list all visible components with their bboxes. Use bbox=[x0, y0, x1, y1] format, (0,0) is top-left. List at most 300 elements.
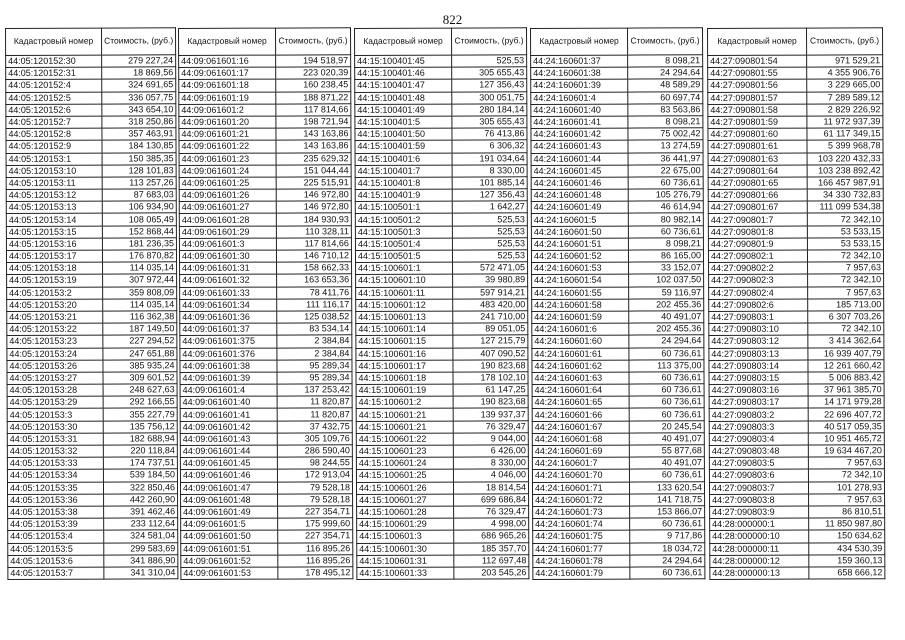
cost-cell: 305 109,76 bbox=[277, 433, 352, 446]
cadastral-number-cell: 44:09:061601:42 bbox=[180, 421, 277, 434]
cadastral-number-cell: 44:15:100601:27 bbox=[357, 494, 454, 507]
table-row bbox=[7, 274, 177, 287]
cadastral-number-cell: 44:15:100601:24 bbox=[356, 457, 453, 470]
cost-cell: 9 717,86 bbox=[630, 530, 705, 543]
cost-cell: 178 102,10 bbox=[453, 372, 528, 385]
cost-cell: 60 736,61 bbox=[630, 518, 705, 531]
cost-cell: 385 935,24 bbox=[103, 359, 177, 372]
cost-cell: 248 627,63 bbox=[103, 384, 177, 397]
cost-cell: 78 411,76 bbox=[277, 286, 352, 299]
cost-cell: 60 736,61 bbox=[628, 225, 703, 238]
cost-cell: 176 870,82 bbox=[102, 250, 176, 263]
cadastral-number-cell: 44:27:090803:15 bbox=[709, 372, 808, 385]
cost-cell: 7 957,63 bbox=[809, 493, 885, 506]
table-row bbox=[532, 286, 704, 299]
cost-cell: 150 385,35 bbox=[102, 152, 176, 165]
table-row bbox=[7, 359, 177, 372]
cost-cell: 286 590,40 bbox=[277, 445, 352, 458]
table-row bbox=[532, 469, 704, 482]
table-row bbox=[708, 238, 883, 251]
cadastral-number-cell: 44:24:160601:42 bbox=[531, 128, 628, 141]
header-cost: Стоимость, (руб.) bbox=[276, 28, 351, 55]
cost-cell: 525,53 bbox=[452, 238, 527, 251]
table-row bbox=[181, 493, 353, 506]
cadastral-number-cell: 44:15:100601:28 bbox=[357, 506, 454, 519]
cost-cell: 19 634 467,20 bbox=[808, 445, 884, 458]
cadastral-number-cell: 44:09:061601:376 bbox=[180, 348, 277, 361]
table-row bbox=[710, 506, 885, 519]
table-row bbox=[357, 567, 529, 580]
cadastral-number-cell: 44:05:120152:7 bbox=[6, 116, 102, 129]
cadastral-number-cell: 44:05:120152:31 bbox=[6, 67, 102, 80]
cost-cell: 203 545,26 bbox=[454, 567, 529, 580]
table-row bbox=[709, 274, 884, 287]
table-row bbox=[708, 177, 883, 190]
table-row bbox=[7, 433, 177, 446]
table-row bbox=[180, 445, 352, 458]
cost-cell: 53 533,15 bbox=[807, 225, 883, 238]
table-row bbox=[531, 250, 703, 263]
cost-cell: 135 756,12 bbox=[103, 420, 177, 433]
cost-cell: 103 238 892,42 bbox=[807, 164, 883, 177]
cadastral-number-cell: 44:15:100601:25 bbox=[356, 469, 453, 482]
table-row bbox=[6, 177, 176, 190]
table-row bbox=[532, 262, 704, 275]
table-row bbox=[355, 250, 527, 263]
cost-cell: 223 020,39 bbox=[276, 67, 351, 80]
table-row bbox=[709, 359, 884, 372]
table-row bbox=[709, 347, 884, 360]
table-row bbox=[180, 433, 352, 446]
cost-cell: 686 965,26 bbox=[454, 530, 529, 543]
cadastral-number-cell: 44:27:090802:4 bbox=[709, 287, 808, 300]
cadastral-number-cell: 44:24:160601:50 bbox=[531, 226, 628, 239]
cost-cell: 40 491,07 bbox=[629, 433, 704, 446]
cost-cell: 150 634,62 bbox=[809, 530, 885, 543]
cost-cell: 292 166,55 bbox=[103, 396, 177, 409]
cadastral-table-1 bbox=[5, 27, 178, 580]
cadastral-number-cell: 44:27:090801:7 bbox=[708, 214, 807, 227]
cost-cell: 59 116,97 bbox=[629, 286, 704, 299]
header-cost: Стоимость, (руб.) bbox=[628, 28, 703, 55]
cadastral-number-cell: 44:24:160601:5 bbox=[531, 214, 628, 227]
cost-cell: 322 850,46 bbox=[103, 481, 177, 494]
cadastral-number-cell: 44:09:061601:4 bbox=[180, 384, 277, 397]
cost-cell: 158 662,33 bbox=[277, 262, 352, 275]
cadastral-number-cell: 44:09:061601:51 bbox=[181, 543, 278, 556]
table-row bbox=[180, 457, 352, 470]
table-row bbox=[356, 469, 528, 482]
cadastral-number-cell: 44:24:160601:45 bbox=[531, 165, 628, 178]
cost-cell: 116 895,26 bbox=[278, 554, 353, 567]
cost-cell: 699 686,84 bbox=[454, 493, 529, 506]
cadastral-number-cell: 44:09:061601:46 bbox=[180, 469, 277, 482]
table-row bbox=[708, 189, 883, 202]
cost-cell: 40 491,07 bbox=[629, 311, 704, 324]
cost-cell: 191 034,64 bbox=[452, 152, 527, 165]
cadastral-number-cell: 44:24:160601:63 bbox=[532, 372, 629, 385]
table-row bbox=[531, 213, 703, 226]
table-row bbox=[179, 116, 351, 129]
cost-cell: 2 384,84 bbox=[277, 347, 352, 360]
table-row bbox=[709, 457, 884, 470]
cost-cell: 190 823,68 bbox=[453, 359, 528, 372]
table-row bbox=[532, 384, 704, 397]
table-row bbox=[356, 274, 528, 287]
cadastral-number-cell: 44:05:120153:31 bbox=[7, 433, 103, 446]
table-row bbox=[531, 79, 703, 92]
table-row bbox=[709, 323, 884, 336]
cadastral-number-cell: 44:05:120153:24 bbox=[7, 348, 103, 361]
cadastral-number-cell: 44:09:061601:18 bbox=[179, 79, 276, 92]
table-row bbox=[6, 79, 176, 92]
table-row bbox=[179, 67, 351, 80]
table-row bbox=[179, 189, 351, 202]
table-row bbox=[179, 128, 351, 141]
table-row bbox=[708, 116, 883, 129]
cost-cell: 5 006 883,42 bbox=[808, 372, 884, 385]
cadastral-number-cell: 44:15:100601:22 bbox=[356, 433, 453, 446]
cost-cell: 125 038,52 bbox=[277, 311, 352, 324]
cadastral-number-cell: 44:27:090801:60 bbox=[708, 128, 807, 141]
cost-cell: 102 037,50 bbox=[629, 274, 704, 287]
cadastral-number-cell: 44:09:061601:21 bbox=[179, 128, 276, 141]
cadastral-tables bbox=[5, 28, 901, 622]
cadastral-number-cell: 44:05:120152:30 bbox=[6, 55, 102, 68]
table-row bbox=[356, 420, 528, 433]
table-row bbox=[531, 140, 703, 153]
header-cost: Стоимость, (руб.) bbox=[452, 28, 527, 55]
table-row bbox=[532, 457, 704, 470]
header-cost: Стоимость, (руб.) bbox=[102, 28, 176, 55]
cost-cell: 182 688,94 bbox=[103, 433, 177, 446]
cost-cell: 153 866,07 bbox=[630, 506, 705, 519]
cost-cell: 24 294,64 bbox=[628, 67, 703, 80]
cost-cell: 152 868,44 bbox=[102, 225, 176, 238]
table-row bbox=[531, 67, 703, 80]
cadastral-number-cell: 44:09:061601:19 bbox=[179, 92, 276, 105]
cost-cell: 86 165,00 bbox=[628, 250, 703, 263]
cost-cell: 539 184,50 bbox=[103, 469, 177, 482]
table-row bbox=[355, 91, 527, 104]
cadastral-number-cell: 44:24:160601:72 bbox=[533, 494, 630, 507]
table-row bbox=[355, 201, 527, 214]
cost-cell: 3 414 362,64 bbox=[808, 335, 884, 348]
cadastral-number-cell: 44:27:090802:3 bbox=[709, 274, 808, 287]
cadastral-number-cell: 44:05:120153:38 bbox=[8, 506, 104, 519]
cost-cell: 72 342,10 bbox=[807, 213, 883, 226]
table-row bbox=[8, 506, 178, 519]
cost-cell: 116 895,26 bbox=[278, 542, 353, 555]
cost-cell: 112 697,48 bbox=[454, 554, 529, 567]
cadastral-number-cell: 44:24:160601:68 bbox=[532, 433, 629, 446]
cadastral-number-cell: 44:05:120153:22 bbox=[7, 323, 103, 336]
table-row bbox=[7, 335, 177, 348]
cost-cell: 60 736,61 bbox=[629, 408, 704, 421]
cadastral-number-cell: 44:15:100601:18 bbox=[356, 372, 453, 385]
table-row bbox=[6, 225, 176, 238]
cadastral-number-cell: 44:09:061601:33 bbox=[180, 287, 277, 300]
cost-cell: 6 426,00 bbox=[453, 445, 528, 458]
page-number: 822 bbox=[442, 12, 463, 27]
cost-cell: 80 982,14 bbox=[628, 213, 703, 226]
table-row bbox=[708, 128, 883, 141]
cost-cell: 241 710,00 bbox=[453, 311, 528, 324]
cadastral-number-cell: 44:27:090801:65 bbox=[708, 177, 807, 190]
table-row bbox=[356, 408, 528, 421]
table-row bbox=[357, 493, 529, 506]
table-row bbox=[6, 67, 176, 80]
cadastral-number-cell: 44:24:160601:71 bbox=[532, 482, 629, 495]
cadastral-number-cell: 44:27:090801:54 bbox=[708, 55, 807, 68]
cadastral-number-cell: 44:27:090802:2 bbox=[709, 262, 808, 275]
cost-cell: 14 171 979,28 bbox=[808, 396, 884, 409]
cost-cell: 40 517 059,35 bbox=[808, 420, 884, 433]
cost-cell: 72 342,10 bbox=[808, 274, 884, 287]
table-row bbox=[357, 530, 529, 543]
cadastral-number-cell: 44:05:120153:28 bbox=[7, 384, 103, 397]
cadastral-number-cell: 44:09:061601:27 bbox=[179, 201, 276, 214]
cadastral-number-cell: 44:15:100601:11 bbox=[356, 287, 453, 300]
table-row bbox=[7, 445, 177, 458]
cost-cell: 101 278,93 bbox=[808, 481, 884, 494]
cadastral-number-cell: 44:05:120153:23 bbox=[7, 335, 103, 348]
cost-cell: 75 002,42 bbox=[628, 128, 703, 141]
cost-cell: 108 065,49 bbox=[102, 213, 176, 226]
table-row bbox=[355, 79, 527, 92]
table-row bbox=[531, 164, 703, 177]
cadastral-number-cell: 44:09:061601:48 bbox=[181, 494, 278, 507]
cost-cell: 184 930,93 bbox=[276, 213, 351, 226]
cost-cell: 525,53 bbox=[452, 225, 527, 238]
table-row bbox=[710, 518, 885, 531]
table-row bbox=[179, 91, 351, 104]
cadastral-number-cell: 44:15:100401:7 bbox=[355, 165, 452, 178]
cost-cell: 128 101,83 bbox=[102, 164, 176, 177]
cost-cell: 137 253,42 bbox=[277, 384, 352, 397]
table-row bbox=[708, 103, 883, 116]
cost-cell: 146 710,12 bbox=[276, 250, 351, 263]
cost-cell: 98 244,55 bbox=[277, 457, 352, 470]
table-row bbox=[181, 554, 353, 567]
cadastral-number-cell: 44:24:160601:53 bbox=[532, 262, 629, 275]
cadastral-number-cell: 44:09:061601:34 bbox=[180, 299, 277, 312]
table-row bbox=[708, 225, 883, 238]
table-row bbox=[179, 225, 351, 238]
cost-cell: 190 823,68 bbox=[453, 396, 528, 409]
cadastral-number-cell: 44:05:120153:12 bbox=[6, 189, 102, 202]
table-row bbox=[7, 408, 177, 421]
table-row bbox=[356, 286, 528, 299]
cadastral-number-cell: 44:24:160601:77 bbox=[533, 543, 630, 556]
cost-cell: 61 147,25 bbox=[453, 384, 528, 397]
cost-cell: 12 261 660,42 bbox=[808, 359, 884, 372]
cadastral-number-cell: 44:27:090803:17 bbox=[709, 396, 808, 409]
cadastral-number-cell: 44:09:061601:3 bbox=[179, 238, 276, 251]
table-row bbox=[7, 481, 177, 494]
cadastral-number-cell: 44:09:061601:50 bbox=[181, 530, 278, 543]
table-row bbox=[179, 213, 351, 226]
table-row bbox=[356, 372, 528, 385]
table-row bbox=[179, 164, 351, 177]
cadastral-number-cell: 44:27:090801:9 bbox=[708, 238, 807, 251]
cost-cell: 9 044,00 bbox=[453, 433, 528, 446]
cadastral-number-cell: 44:05:120153:16 bbox=[6, 238, 102, 251]
cost-cell: 116 362,38 bbox=[103, 311, 177, 324]
cadastral-number-cell: 44:05:120152:5 bbox=[6, 92, 102, 105]
cadastral-number-cell: 44:09:061601:375 bbox=[180, 335, 277, 348]
cadastral-number-cell: 44:15:100601:30 bbox=[357, 543, 454, 556]
cadastral-number-cell: 44:15:100601:16 bbox=[356, 348, 453, 361]
cadastral-number-cell: 44:15:100601:29 bbox=[357, 518, 454, 531]
cadastral-number-cell: 44:24:160601:64 bbox=[532, 384, 629, 397]
cost-cell: 172 913,04 bbox=[277, 469, 352, 482]
cost-cell: 72 342,10 bbox=[807, 250, 883, 263]
table-row bbox=[180, 408, 352, 421]
table-row bbox=[7, 299, 177, 312]
cost-cell: 13 274,59 bbox=[628, 140, 703, 153]
cadastral-number-cell: 44:27:090803:6 bbox=[709, 469, 808, 482]
table-row bbox=[708, 55, 883, 68]
cost-cell: 163 653,36 bbox=[277, 274, 352, 287]
table-row bbox=[709, 420, 884, 433]
cadastral-table-4 bbox=[530, 27, 705, 580]
cadastral-number-cell: 44:09:061601:20 bbox=[179, 116, 276, 129]
cost-cell: 16 939 407,79 bbox=[808, 347, 884, 360]
cadastral-number-cell: 44:28:000000:11 bbox=[710, 543, 809, 556]
table-row bbox=[709, 469, 884, 482]
cost-cell: 1 642,27 bbox=[452, 201, 527, 214]
cost-cell: 2 829 226,92 bbox=[807, 103, 883, 116]
cost-cell: 525,53 bbox=[452, 250, 527, 263]
table-row bbox=[180, 372, 352, 385]
table-row bbox=[355, 55, 527, 68]
table-row bbox=[355, 128, 527, 141]
cost-cell: 72 342,10 bbox=[808, 323, 884, 336]
cadastral-number-cell: 44:24:160601:49 bbox=[531, 201, 628, 214]
table-row bbox=[710, 567, 885, 580]
cost-cell: 143 163,86 bbox=[276, 140, 351, 153]
cadastral-table-5 bbox=[707, 27, 885, 580]
cost-cell: 355 227,79 bbox=[103, 408, 177, 421]
table-row bbox=[7, 384, 177, 397]
cost-cell: 300 051,75 bbox=[452, 91, 527, 104]
table-row bbox=[708, 213, 883, 226]
table-row bbox=[709, 286, 884, 299]
table-row bbox=[710, 493, 885, 506]
cost-cell: 111 116,17 bbox=[277, 298, 352, 311]
cost-cell: 225 515,91 bbox=[276, 177, 351, 190]
cadastral-number-cell: 44:24:160601:70 bbox=[532, 469, 629, 482]
table-row bbox=[531, 225, 703, 238]
table-row bbox=[532, 323, 704, 336]
cost-cell: 174 737,51 bbox=[103, 457, 177, 470]
table-row bbox=[709, 445, 884, 458]
cadastral-number-cell: 44:09:061601:52 bbox=[181, 555, 278, 568]
cost-cell: 2 384,84 bbox=[277, 335, 352, 348]
cadastral-number-cell: 44:27:090801:57 bbox=[708, 92, 807, 105]
cost-cell: 4 355 906,76 bbox=[807, 67, 883, 80]
cost-cell: 11 972 937,39 bbox=[807, 116, 883, 129]
cost-cell: 341 310,04 bbox=[104, 567, 178, 580]
table-row bbox=[180, 481, 352, 494]
cost-cell: 971 529,21 bbox=[807, 55, 883, 68]
cost-cell: 175 999,60 bbox=[278, 518, 353, 531]
cost-cell: 60 736,61 bbox=[630, 567, 705, 580]
cadastral-number-cell: 44:24:160601:66 bbox=[532, 409, 629, 422]
cadastral-number-cell: 44:15:100601:31 bbox=[357, 555, 454, 568]
cadastral-number-cell: 44:09:061601:40 bbox=[180, 396, 277, 409]
cadastral-number-cell: 44:15:100401:9 bbox=[355, 189, 452, 202]
cadastral-number-cell: 44:09:061601:39 bbox=[180, 372, 277, 385]
cadastral-number-cell: 44:09:061601:36 bbox=[180, 311, 277, 324]
table-row bbox=[709, 298, 884, 311]
cost-cell: 11 850 987,80 bbox=[809, 518, 885, 531]
cost-cell: 151 044,44 bbox=[276, 164, 351, 177]
table-row bbox=[708, 250, 883, 263]
cost-cell: 6 306,32 bbox=[452, 140, 527, 153]
cost-cell: 127 356,43 bbox=[452, 189, 527, 202]
cadastral-number-cell: 44:27:090802:1 bbox=[708, 250, 807, 263]
cost-cell: 18 034,72 bbox=[630, 542, 705, 555]
cost-cell: 105 276,79 bbox=[628, 189, 703, 202]
cost-cell: 87 683,03 bbox=[102, 189, 176, 202]
cost-cell: 185 357,70 bbox=[454, 542, 529, 555]
table-row bbox=[532, 298, 704, 311]
cost-cell: 117 814,66 bbox=[276, 103, 351, 116]
cost-cell: 113 375,00 bbox=[629, 359, 704, 372]
table-row bbox=[532, 311, 704, 324]
table-row bbox=[709, 335, 884, 348]
cadastral-number-cell: 44:24:160601:58 bbox=[532, 299, 629, 312]
cost-cell: 159 360,13 bbox=[809, 554, 885, 567]
table-row bbox=[708, 140, 883, 153]
cadastral-number-cell: 44:09:061601:22 bbox=[179, 140, 276, 153]
cost-cell: 198 721,94 bbox=[276, 116, 351, 129]
table-row bbox=[6, 104, 176, 117]
table-row bbox=[6, 116, 176, 129]
cadastral-number-cell: 44:15:100601:3 bbox=[357, 530, 454, 543]
table-row bbox=[533, 567, 705, 580]
table-row bbox=[181, 506, 353, 519]
cadastral-number-cell: 44:15:100401:47 bbox=[355, 79, 452, 92]
cadastral-number-cell: 44:28:000000:13 bbox=[710, 567, 809, 580]
cost-cell: 202 455,36 bbox=[629, 298, 704, 311]
table-row bbox=[7, 457, 177, 470]
table-header-row bbox=[6, 28, 176, 56]
cadastral-number-cell: 44:28:000000:1 bbox=[710, 518, 809, 531]
cost-cell: 336 057,75 bbox=[102, 91, 176, 104]
cost-cell: 60 736,61 bbox=[629, 384, 704, 397]
cost-cell: 7 957,63 bbox=[808, 457, 884, 470]
table-row bbox=[357, 542, 529, 555]
cadastral-number-cell: 44:24:160601:62 bbox=[532, 360, 629, 373]
table-row bbox=[533, 554, 705, 567]
table-row bbox=[355, 103, 527, 116]
cost-cell: 83 534,14 bbox=[277, 323, 352, 336]
table-row bbox=[532, 445, 704, 458]
cost-cell: 79 528,18 bbox=[277, 481, 352, 494]
table-row bbox=[710, 542, 885, 555]
cadastral-number-cell: 44:15:100401:46 bbox=[355, 67, 452, 80]
cost-cell: 166 457 987,91 bbox=[807, 177, 883, 190]
cost-cell: 133 620,54 bbox=[629, 481, 704, 494]
table-row bbox=[357, 506, 529, 519]
cost-cell: 658 666,12 bbox=[809, 567, 885, 580]
cost-cell: 113 257,26 bbox=[102, 177, 176, 190]
cost-cell: 8 330,00 bbox=[452, 164, 527, 177]
cadastral-number-cell: 44:09:061601:2 bbox=[179, 104, 276, 117]
